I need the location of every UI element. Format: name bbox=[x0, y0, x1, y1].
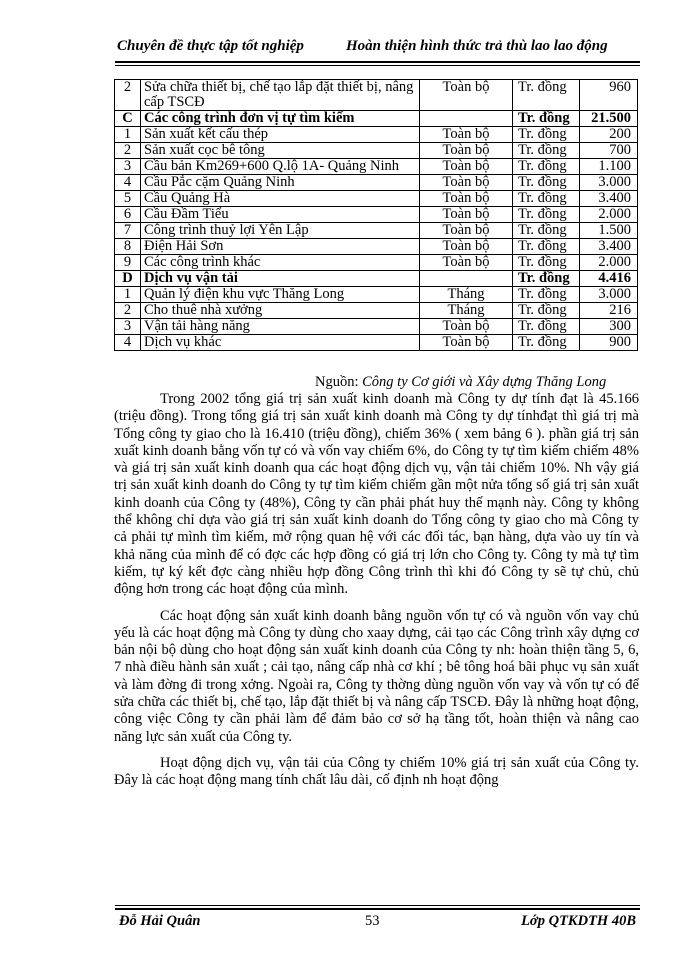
cell-scope: Toàn bộ bbox=[420, 319, 513, 335]
cell-name: Dịch vụ vận tải bbox=[141, 271, 420, 287]
cell-unit: Tr. đồng bbox=[513, 143, 580, 159]
table-row bbox=[115, 319, 638, 335]
cell-value: 3.400 bbox=[580, 239, 638, 255]
cell-unit: Tr. đồng bbox=[513, 287, 580, 303]
cell-scope: Toàn bộ bbox=[420, 255, 513, 271]
cell-unit: Tr. đồng bbox=[513, 159, 580, 175]
header-title-left: Chuyên đề thực tập tốt nghiệp bbox=[117, 38, 304, 54]
cell-value: 2.000 bbox=[580, 255, 638, 271]
table-row bbox=[115, 223, 638, 239]
cell-name: Dịch vụ khác bbox=[141, 335, 420, 351]
table-row bbox=[115, 159, 638, 175]
cell-no: 9 bbox=[115, 255, 141, 271]
cell-scope: Toàn bộ bbox=[420, 191, 513, 207]
table-group-row bbox=[115, 271, 638, 287]
cell-name: Điện Hải Sơn bbox=[141, 239, 420, 255]
cell-name: Sửa chữa thiết bị, chế tạo lắp đặt thiết bị, nâng cấp TSCĐ bbox=[141, 80, 420, 111]
cell-value: 700 bbox=[580, 143, 638, 159]
cell-name: Các công trình đơn vị tự tìm kiếm bbox=[141, 111, 420, 127]
footer-rule-thin bbox=[115, 905, 640, 906]
cell-scope: Toàn bộ bbox=[420, 159, 513, 175]
footer-class: Lớp QTKDTH 40B bbox=[521, 913, 636, 929]
header-title-right: Hoàn thiện hình thức trả thù lao lao động bbox=[346, 38, 608, 54]
cell-value: 4.416 bbox=[580, 271, 638, 287]
cell-scope bbox=[420, 271, 513, 287]
footer-author: Đỗ Hải Quân bbox=[119, 913, 201, 929]
table-row bbox=[115, 127, 638, 143]
table-row bbox=[115, 239, 638, 255]
source-label: Nguồn: bbox=[315, 374, 363, 390]
cell-no: 1 bbox=[115, 287, 141, 303]
cell-scope bbox=[420, 111, 513, 127]
cell-scope: Toàn bộ bbox=[420, 175, 513, 191]
cell-value: 900 bbox=[580, 335, 638, 351]
cell-unit: Tr. đồng bbox=[513, 255, 580, 271]
cell-scope: Tháng bbox=[420, 303, 513, 319]
cell-value: 1.500 bbox=[580, 223, 638, 239]
cell-name: Các công trình khác bbox=[141, 255, 420, 271]
cell-scope: Tháng bbox=[420, 287, 513, 303]
cell-value: 3.000 bbox=[580, 287, 638, 303]
table-row bbox=[115, 175, 638, 191]
cell-unit: Tr. đồng bbox=[513, 303, 580, 319]
cell-no: 6 bbox=[115, 207, 141, 223]
cell-value: 200 bbox=[580, 127, 638, 143]
cell-name: Cầu Đầm Tiểu bbox=[141, 207, 420, 223]
cell-scope: Toàn bộ bbox=[420, 239, 513, 255]
cell-value: 2.000 bbox=[580, 207, 638, 223]
header-rule bbox=[115, 61, 640, 63]
table-source bbox=[315, 374, 606, 391]
cell-scope: Toàn bộ bbox=[420, 127, 513, 143]
table-row bbox=[115, 255, 638, 271]
cell-name: Sản xuất cọc bê tông bbox=[141, 143, 420, 159]
table-row bbox=[115, 80, 638, 111]
cell-name: Công trình thuỷ lợi Yên Lập bbox=[141, 223, 420, 239]
cell-no: 2 bbox=[115, 143, 141, 159]
cell-scope: Toàn bộ bbox=[420, 80, 513, 111]
cell-name: Vận tải hàng năng bbox=[141, 319, 420, 335]
cell-no: D bbox=[115, 271, 141, 287]
cell-scope: Toàn bộ bbox=[420, 207, 513, 223]
cell-no: 2 bbox=[115, 303, 141, 319]
cell-value: 300 bbox=[580, 319, 638, 335]
cell-unit: Tr. đồng bbox=[513, 191, 580, 207]
table-row bbox=[115, 143, 638, 159]
paragraph: Trong 2002 tổng giá trị sản xuất kinh doanh mà Công ty dự tính đạt là 45.166 (triệu đồng). Trong tổng giá trị sản xuất kinh doanh mà Công ty dự tínhđạt thì giá trị mà Tổng công ty giao cho là 16.410 (triệu đồng), chiếm 36% ( xem bảng 6 ). phần giá trị sản xuất kinh doanh bằng vốn tự có và vốn vay chiếm 6%, do Công ty tự tìm kiếm chiếm 48% và giá trị sản xuất kinh doanh qua các hoạt động dịch vụ, vận tải chiếm 10%. Nh vậy giá trị sản xuất kinh doanh do Công ty tự tìm kiếm chiếm gần một nửa tổng số giá trị sản xuất kinh doanh của Công ty (48%), Công ty cần phải phát huy thế mạnh này. Công ty không thể không chỉ dựa vào giá trị sản xuất kinh doanh do Tổng công ty giao cho mà Công ty cả phải tự mình tìm kiếm, mở rộng quan hệ với các đối tác, bạn hàng, dựa vào uy tín và khả năng của mình để có đợc các hợp đồng có giá trị lớn cho Công ty. Công ty mà tự tìm kiếm, tự ký kết đợc càng nhiều hợp đồng Công trình thì khi đó Công ty sẽ tự chủ, chủ động hơn trong các hoạt động của mình. bbox=[114, 391, 639, 598]
cell-value: 1.100 bbox=[580, 159, 638, 175]
cell-value: 21.500 bbox=[580, 111, 638, 127]
cell-no: 7 bbox=[115, 223, 141, 239]
header-rule-thin bbox=[115, 65, 640, 66]
cell-name: Quản lý điện khu vực Thăng Long bbox=[141, 287, 420, 303]
paragraph: Các hoạt động sản xuất kinh doanh bằng nguồn vốn tự có và nguồn vốn vay chủ yếu là các hoạt động mà Công ty dùng cho xaay dựng, cải tạo các Công trình xây dựng cơ bản nội bộ dùng cho hoạt động sản xuất kinh doanh của Công ty nh: hoàn thiện tầng 5, 6, 7 nhà điều hành sản xuất ; cải tạo, nâng cấp nhà cơ khí ; bê tông hoá bãi phục vụ sản xuất và làm đờng đi trong xởng. Ngoài ra, Công ty thờng dùng nguồn vốn vay và vốn tự có để sửa chữa các thiết bị, chế tạo, lắp đặt thiết bị và nâng cấp TSCĐ. Đây là những hoạt động, công việc Công ty cần phải làm để đảm bảo cơ sở hạ tầng tốt, hoàn thiện và nâng cao năng lực sản xuất của Công ty. bbox=[114, 607, 639, 745]
cell-no: 3 bbox=[115, 159, 141, 175]
cell-no: 4 bbox=[115, 175, 141, 191]
cell-name: Cầu Pắc cặm Quảng Ninh bbox=[141, 175, 420, 191]
cell-no: 5 bbox=[115, 191, 141, 207]
cell-value: 960 bbox=[580, 80, 638, 111]
cell-no: 4 bbox=[115, 335, 141, 351]
table-row bbox=[115, 207, 638, 223]
cell-no: 1 bbox=[115, 127, 141, 143]
paragraph: Hoạt động dịch vụ, vận tải của Công ty chiếm 10% giá trị sản xuất của Công ty. Đây là các hoạt động mang tính chất lâu dài, cố định nh hoạt động bbox=[114, 754, 639, 789]
cell-name: Sản xuất kết cấu thép bbox=[141, 127, 420, 143]
cell-scope: Toàn bộ bbox=[420, 335, 513, 351]
table-row bbox=[115, 287, 638, 303]
cell-name: Cho thuê nhà xưởng bbox=[141, 303, 420, 319]
body-text bbox=[114, 391, 639, 790]
cell-scope: Toàn bộ bbox=[420, 223, 513, 239]
cell-unit: Tr. đồng bbox=[513, 319, 580, 335]
cell-name: Cầu bản Km269+600 Q.lộ 1A- Quảng Ninh bbox=[141, 159, 420, 175]
cell-unit: Tr. đồng bbox=[513, 207, 580, 223]
table-group-row bbox=[115, 111, 638, 127]
cell-no: 2 bbox=[115, 80, 141, 111]
page-header bbox=[115, 38, 640, 60]
cell-no: C bbox=[115, 111, 141, 127]
cell-unit: Tr. đồng bbox=[513, 335, 580, 351]
cell-unit: Tr. đồng bbox=[513, 223, 580, 239]
page-footer bbox=[115, 905, 640, 927]
table-row bbox=[115, 303, 638, 319]
table-row bbox=[115, 335, 638, 351]
cell-name: Cầu Quảng Hà bbox=[141, 191, 420, 207]
source-text: Công ty Cơ giới và Xây dựng Thăng Long bbox=[362, 374, 607, 390]
cell-value: 216 bbox=[580, 303, 638, 319]
cell-no: 8 bbox=[115, 239, 141, 255]
cell-unit: Tr. đồng bbox=[513, 127, 580, 143]
cell-unit: Tr. đồng bbox=[513, 111, 580, 127]
cell-unit: Tr. đồng bbox=[513, 271, 580, 287]
table-row bbox=[115, 191, 638, 207]
cell-unit: Tr. đồng bbox=[513, 80, 580, 111]
cell-value: 3.000 bbox=[580, 175, 638, 191]
cell-value: 3.400 bbox=[580, 191, 638, 207]
cell-no: 3 bbox=[115, 319, 141, 335]
cell-scope: Toàn bộ bbox=[420, 143, 513, 159]
cell-unit: Tr. đồng bbox=[513, 239, 580, 255]
footer-rule bbox=[115, 908, 640, 910]
page-number: 53 bbox=[365, 913, 380, 929]
production-value-table bbox=[114, 79, 638, 351]
cell-unit: Tr. đồng bbox=[513, 175, 580, 191]
